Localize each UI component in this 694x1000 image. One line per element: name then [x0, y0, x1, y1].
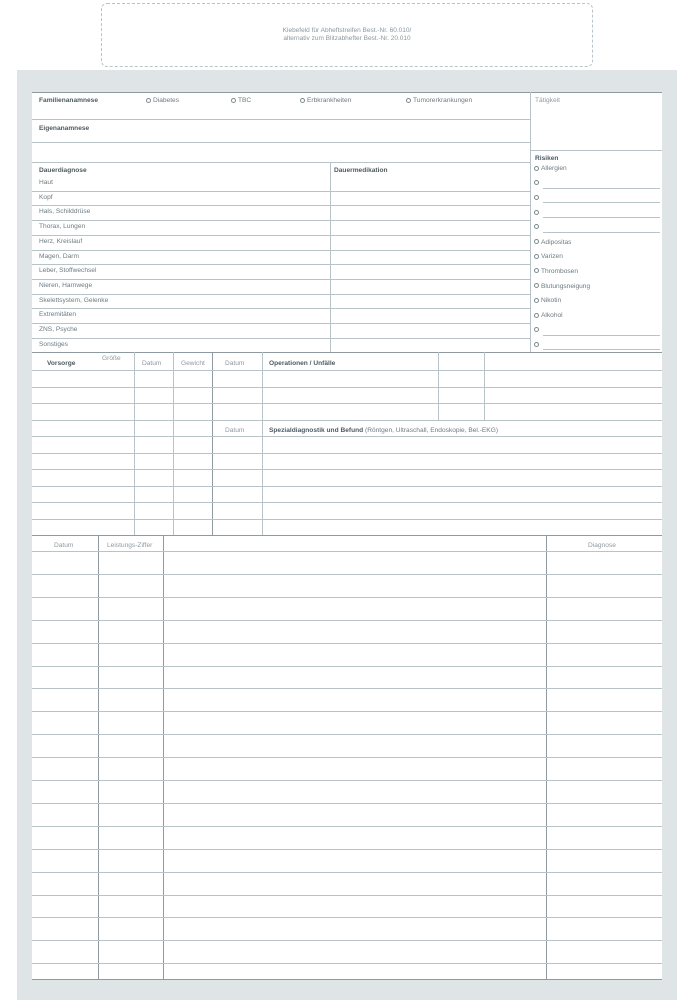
diagnose-row-label: Hals, Schilddrüse [39, 208, 91, 216]
radio-circle-icon [534, 210, 539, 215]
leistungs-ziffer-label: Leistungs-Ziffer [107, 542, 153, 549]
adhesive-field-line-2: alternativ zum Blitzabhefter Best.-Nr. 20.010 [283, 35, 411, 42]
risk-checkbox[interactable] [534, 327, 541, 335]
diagnose-row-label: Herz, Kreislauf [39, 237, 83, 245]
radio-circle-icon [231, 98, 236, 103]
radio-circle-icon [406, 98, 411, 103]
radio-circle-icon [534, 254, 539, 259]
risk-checkbox[interactable] [534, 194, 541, 202]
spezialdiagnostik-label: Spezialdiagnostik und Befund (Röntgen, Ultraschall, Endoskopie, Bel.-EKG) [269, 427, 499, 434]
radio-circle-icon [534, 239, 539, 244]
risk-checkbox[interactable] [534, 180, 541, 188]
adhesive-field-line-1: Klebefeld für Abheftstreifen Best.-Nr. 60.010/ [282, 27, 412, 34]
risk-checkbox[interactable]: Thrombosen [534, 268, 578, 276]
dauermedikation-label: Dauermedikation [334, 167, 388, 174]
leistung-datum-label: Datum [54, 542, 74, 549]
radio-circle-icon [534, 180, 539, 185]
operationen-label: Operationen / Unfälle [269, 360, 336, 367]
checkbox-tumorerkrankungen[interactable]: Tumorerkrankungen [406, 97, 472, 105]
risk-checkbox[interactable]: Nikotin [534, 297, 561, 305]
radio-circle-icon [534, 283, 539, 288]
gewicht-label: Gewicht [181, 360, 205, 367]
diagnose-row-label: Sonstiges [39, 340, 68, 348]
diagnose-row-label: Thorax, Lungen [39, 223, 86, 231]
risk-checkbox[interactable]: Varizen [534, 253, 563, 261]
diagnose-row-label: Kopf [39, 193, 53, 201]
operationen-datum-label: Datum [225, 360, 245, 367]
risk-checkbox[interactable]: Allergien [534, 165, 567, 173]
groesse-label: Größe [102, 355, 121, 362]
vorsorge-label: Vorsorge [47, 360, 76, 367]
checkbox-erbkrankheiten[interactable]: Erbkrankheiten [300, 97, 351, 105]
radio-circle-icon [146, 98, 151, 103]
radio-circle-icon [534, 166, 539, 171]
radio-circle-icon [534, 224, 539, 229]
risk-checkbox[interactable]: Blutungsneigung [534, 283, 590, 291]
diagnose-row-label: Skelettsystem, Gelenke [39, 296, 109, 304]
taetigkeit-label: Tätigkeit [535, 97, 560, 104]
eigenanamnese-label: Eigenanamnese [39, 125, 90, 132]
diagnose-row-label: Extremitäten [39, 311, 77, 319]
diagnose-row-label: Leber, Stoffwechsel [39, 267, 97, 275]
radio-circle-icon [534, 327, 539, 332]
adhesive-strip-field [101, 3, 593, 67]
checkbox-diabetes[interactable]: Diabetes [146, 97, 179, 105]
spezialdiagnostik-datum-label: Datum [225, 427, 245, 434]
radio-circle-icon [534, 268, 539, 273]
risk-checkbox[interactable] [534, 341, 541, 349]
radio-circle-icon [534, 298, 539, 303]
diagnose-row-label: Haut [39, 179, 53, 186]
diagnose-row-label: Magen, Darm [39, 252, 79, 260]
risiken-label: Risiken [535, 155, 559, 162]
diagnose-row-label: ZNS, Psyche [39, 326, 78, 333]
checkbox-tbc[interactable]: TBC [231, 97, 251, 105]
risk-checkbox[interactable] [534, 209, 541, 217]
radio-circle-icon [300, 98, 305, 103]
familienanamnese-label: Familienanamnese [39, 97, 99, 104]
risk-checkbox[interactable]: Alkohol [534, 312, 563, 320]
vorsorge-datum-label: Datum [142, 360, 162, 367]
radio-circle-icon [534, 342, 539, 347]
radio-circle-icon [534, 313, 539, 318]
patient-record-sheet [32, 92, 662, 980]
risk-checkbox[interactable] [534, 224, 541, 232]
diagnose-label: Diagnose [588, 542, 616, 549]
risk-checkbox[interactable]: Adipositas [534, 239, 571, 247]
dauerdiagnose-label: Dauerdiagnose [39, 167, 87, 174]
radio-circle-icon [534, 195, 539, 200]
diagnose-row-label: Nieren, Harnwege [39, 281, 93, 289]
